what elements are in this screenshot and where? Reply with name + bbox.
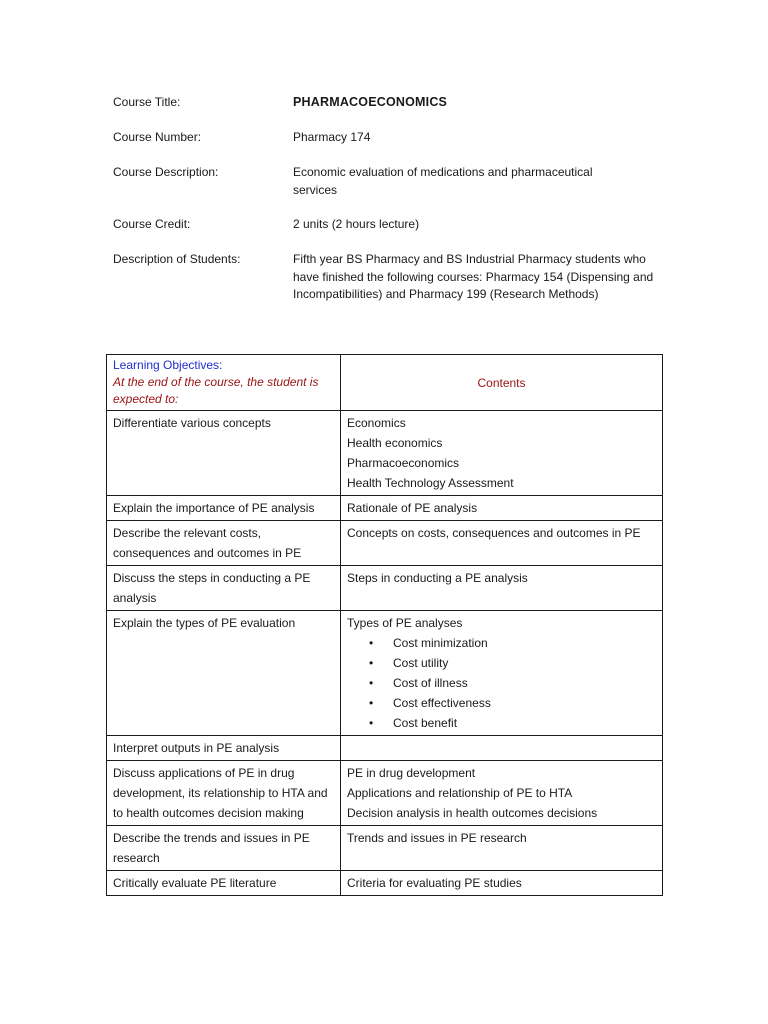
course-credit-value: 2 units (2 hours lecture)	[293, 217, 420, 231]
objective-cell: Describe the relevant costs, consequences and outcomes in PE	[107, 521, 341, 566]
content-item: Pharmacoeconomics	[347, 456, 460, 470]
table-row	[107, 496, 663, 521]
course-description-label: Course Description:	[113, 165, 219, 179]
learning-objectives-subtitle: At the end of the course, the student is expected to:	[113, 375, 319, 406]
contents-cell	[341, 496, 663, 521]
list-item	[347, 673, 656, 693]
content-item: Health economics	[347, 436, 443, 450]
bullet-icon: •	[369, 696, 374, 710]
list-item-label: Cost minimization	[393, 636, 488, 650]
list-item	[347, 633, 656, 653]
content-item: Types of PE analyses	[347, 616, 463, 630]
list-item-label: Cost benefit	[393, 716, 458, 730]
course-description-value: Economic evaluation of medications and pharmaceutical services	[293, 165, 593, 197]
objective-cell: Explain the importance of PE analysis	[107, 496, 341, 521]
objective-cell: Interpret outputs in PE analysis	[107, 736, 341, 761]
content-item: PE in drug development	[347, 766, 476, 780]
content-item: Economics	[347, 416, 406, 430]
list-item-label: Cost effectiveness	[393, 696, 491, 710]
list-item-label: Cost of illness	[393, 676, 468, 690]
contents-header: Contents	[341, 355, 663, 411]
bullet-icon: •	[369, 656, 374, 670]
bullet-icon: •	[369, 676, 374, 690]
contents-cell	[341, 566, 663, 611]
contents-cell	[341, 826, 663, 871]
list-item-label: Cost utility	[393, 656, 449, 670]
objective-cell: Discuss applications of PE in drug development, its relationship to HTA and to health outcomes decision making	[107, 761, 341, 826]
students-label: Description of Students:	[113, 252, 241, 266]
table-row	[107, 871, 663, 896]
list-item	[347, 693, 656, 713]
course-number-label: Course Number:	[113, 130, 202, 144]
course-title-value: PHARMACOECONOMICS	[293, 95, 448, 109]
content-item: Criteria for evaluating PE studies	[347, 876, 522, 890]
learning-objectives-title: Learning Objectives:	[113, 358, 223, 372]
objective-cell: Critically evaluate PE literature	[107, 871, 341, 896]
content-item: Concepts on costs, consequences and outcomes in PE	[347, 526, 641, 540]
contents-cell	[341, 521, 663, 566]
course-number-value: Pharmacy 174	[293, 130, 371, 144]
list-item	[347, 713, 656, 733]
course-title-label: Course Title:	[113, 95, 181, 109]
table-row	[107, 761, 663, 826]
table-row	[107, 521, 663, 566]
content-item: Health Technology Assessment	[347, 476, 514, 490]
bullet-icon: •	[369, 716, 374, 730]
content-item: Rationale of PE analysis	[347, 501, 478, 515]
objective-cell: Discuss the steps in conducting a PE analysis	[107, 566, 341, 611]
pe-types-list	[347, 633, 656, 733]
bullet-icon: •	[369, 636, 374, 650]
contents-cell	[341, 761, 663, 826]
objectives-header-cell	[107, 355, 341, 411]
content-item: Steps in conducting a PE analysis	[347, 571, 528, 585]
table-row	[107, 566, 663, 611]
contents-cell	[341, 411, 663, 496]
contents-cell	[341, 871, 663, 896]
students-value: Fifth year BS Pharmacy and BS Industrial Pharmacy students who have finished the following courses: Pharmacy 154 (Dispensing and Incompatibilities) and Pharmacy 199 (Research Methods)	[293, 252, 654, 301]
objective-cell: Explain the types of PE evaluation	[107, 611, 341, 736]
contents-cell	[341, 736, 663, 761]
content-item: Decision analysis in health outcomes decisions	[347, 806, 598, 820]
table-header-row	[107, 355, 663, 411]
objectives-table	[106, 354, 663, 896]
table-row	[107, 826, 663, 871]
table-row	[107, 736, 663, 761]
contents-cell	[341, 611, 663, 736]
objective-cell: Differentiate various concepts	[107, 411, 341, 496]
table-row	[107, 411, 663, 496]
content-item: Applications and relationship of PE to HTA	[347, 786, 573, 800]
list-item	[347, 653, 656, 673]
objective-cell: Describe the trends and issues in PE research	[107, 826, 341, 871]
content-item: Trends and issues in PE research	[347, 831, 527, 845]
table-row	[107, 611, 663, 736]
course-credit-label: Course Credit:	[113, 217, 191, 231]
